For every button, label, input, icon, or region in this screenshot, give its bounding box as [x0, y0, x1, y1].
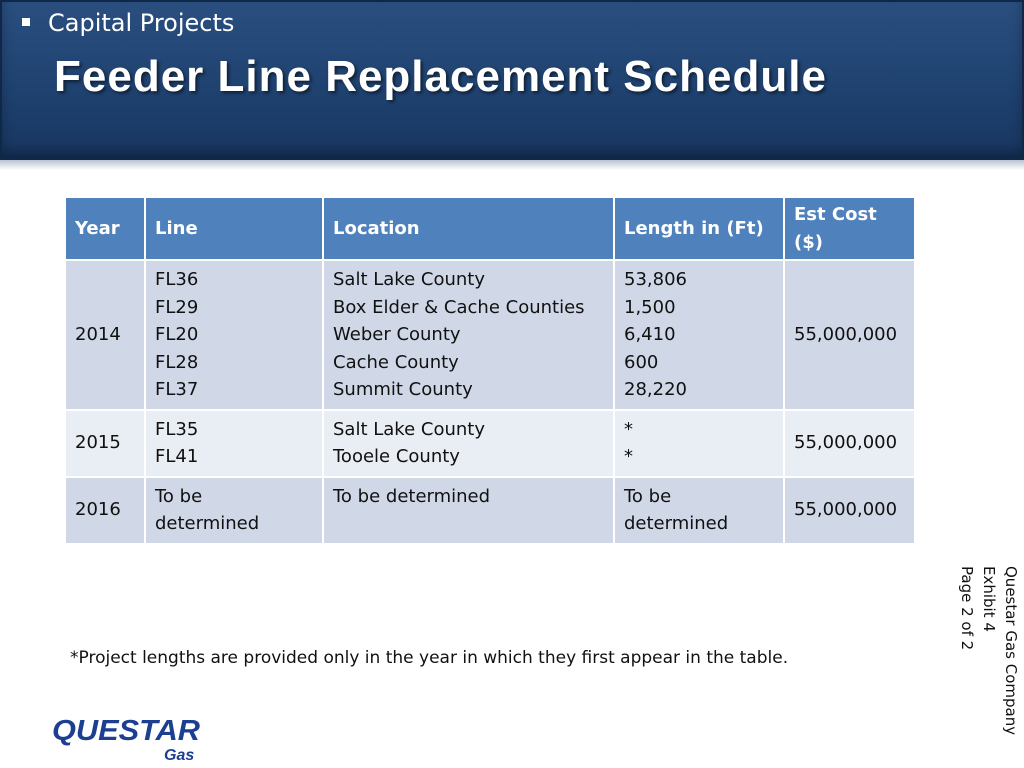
square-bullet-icon [22, 18, 30, 26]
line-id: FL20 [155, 324, 199, 345]
header-divider [0, 160, 1024, 170]
table-row [65, 260, 915, 410]
length-cell [614, 260, 784, 410]
questar-gas-logo [50, 710, 210, 764]
cost-cell: 55,000,000 [784, 477, 915, 544]
length-value: * [624, 446, 633, 467]
year-cell: 2015 [65, 410, 145, 477]
line-id: To be [155, 485, 203, 507]
line-id: FL41 [155, 446, 199, 467]
length-value: * [624, 418, 633, 440]
length-value: 600 [624, 351, 659, 373]
location-text: To be determined [333, 485, 491, 507]
line-cell [145, 260, 323, 410]
cost-cell: 55,000,000 [784, 260, 915, 410]
company-name: Questar Gas Company [1002, 566, 1020, 736]
line-cell [145, 410, 323, 477]
slide-title: Feeder Line Replacement Schedule [54, 52, 827, 101]
year-cell: 2016 [65, 477, 145, 544]
exhibit-number: Exhibit 4 [980, 566, 998, 632]
length-value: determined [624, 513, 729, 534]
location-cell [323, 410, 614, 477]
column-header-cost: Est Cost ($) [784, 197, 915, 260]
schedule-table [64, 196, 916, 545]
line-id: FL29 [155, 296, 199, 318]
year-cell: 2014 [65, 260, 145, 410]
column-header-length: Length in (Ft) [614, 197, 784, 260]
location-text: Salt Lake County [333, 418, 485, 440]
footnote: *Project lengths are provided only in the year in which they first appear in the table. [70, 648, 789, 668]
location-text: Weber County [333, 324, 461, 345]
line-cell [145, 477, 323, 544]
line-id: FL37 [155, 379, 199, 400]
line-id: FL36 [155, 269, 199, 290]
table-row [65, 410, 915, 477]
column-header-line: Line [145, 197, 323, 260]
section-subtitle: Capital Projects [48, 9, 235, 37]
location-text: Box Elder & Cache Counties [333, 296, 585, 318]
length-value: 6,410 [624, 324, 676, 345]
location-text: Salt Lake County [333, 269, 485, 290]
table-header-row [65, 197, 915, 260]
length-value: 53,806 [624, 269, 687, 290]
length-cell [614, 410, 784, 477]
location-cell [323, 477, 614, 544]
length-cell [614, 477, 784, 544]
page-number: Page 2 of 2 [958, 566, 976, 651]
length-value: 28,220 [624, 379, 687, 400]
column-header-location: Location [323, 197, 614, 260]
line-id: determined [155, 513, 260, 534]
exhibit-label [938, 566, 1020, 746]
line-id: FL28 [155, 351, 199, 373]
length-value: To be [624, 485, 672, 507]
location-cell [323, 260, 614, 410]
length-value: 1,500 [624, 296, 676, 318]
logo-wordmark: QUESTAR [52, 715, 201, 747]
location-text: Cache County [333, 351, 459, 373]
cost-cell: 55,000,000 [784, 410, 915, 477]
line-id: FL35 [155, 418, 199, 440]
table-row [65, 477, 915, 544]
location-text: Tooele County [333, 446, 460, 467]
title-banner [0, 0, 1024, 160]
location-text: Summit County [333, 379, 473, 400]
column-header-year: Year [65, 197, 145, 260]
logo-subtext: Gas [164, 747, 195, 764]
